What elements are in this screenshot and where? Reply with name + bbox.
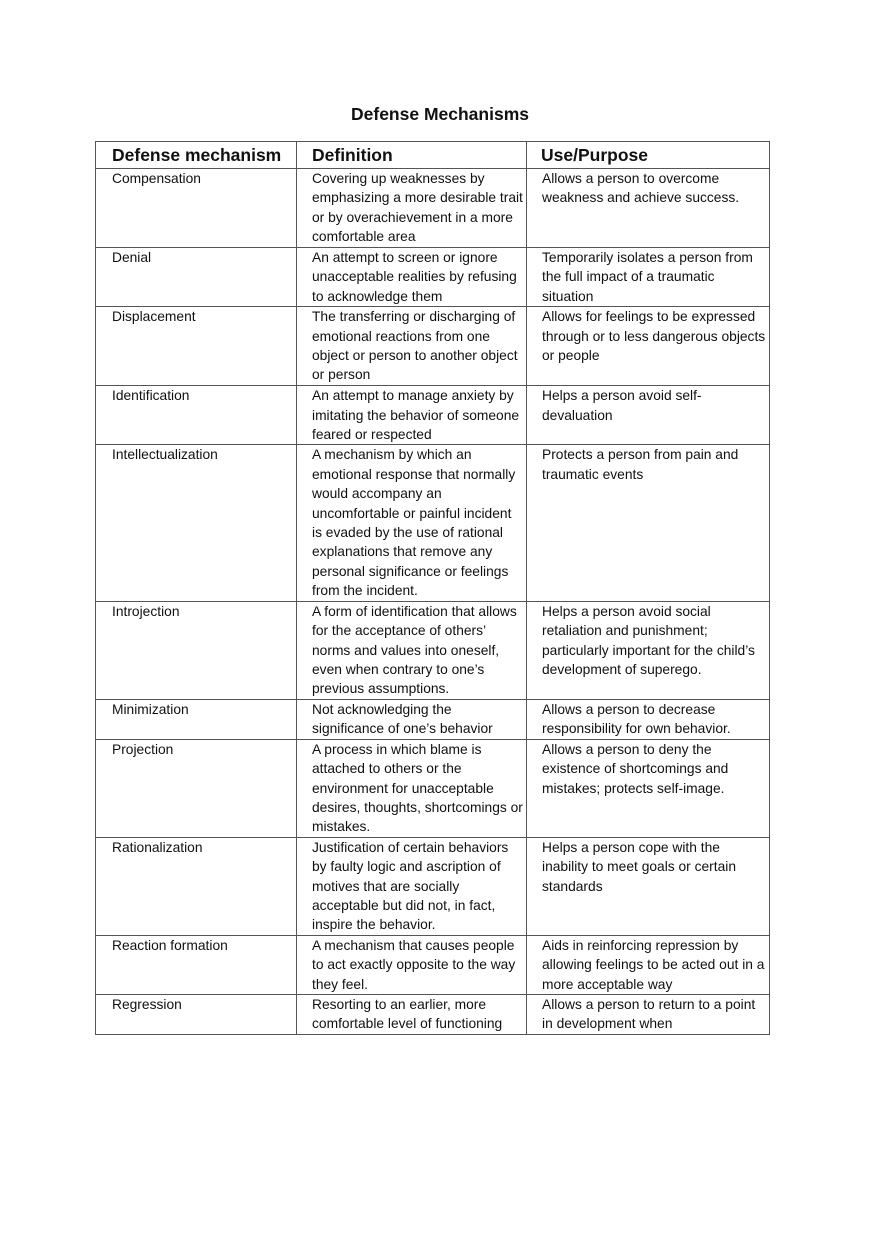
table-row (96, 386, 770, 445)
page-title: Defense Mechanisms (351, 104, 529, 124)
cell-purpose: Allows a person to return to a point in development when (527, 995, 770, 1035)
column-header-definition: Definition (297, 142, 527, 169)
cell-definition: A mechanism by which an emotional response that normally would accompany an uncomfortable or painful incident is evaded by the use of rational explanations that remove any personal significance or feelings from the incident. (297, 445, 527, 601)
cell-mechanism: Introjection (96, 601, 297, 699)
table-row (96, 995, 770, 1035)
table-row (96, 935, 770, 994)
table-row (96, 169, 770, 248)
cell-purpose: Helps a person cope with the inability to meet goals or certain standards (527, 837, 770, 935)
cell-definition: A process in which blame is attached to others or the environment for unacceptable desires, thoughts, shortcomings or mistakes. (297, 739, 527, 837)
cell-definition: An attempt to screen or ignore unacceptable realities by refusing to acknowledge them (297, 248, 527, 307)
cell-mechanism: Identification (96, 386, 297, 445)
cell-definition: The transferring or discharging of emotional reactions from one object or person to another object or person (297, 307, 527, 386)
cell-definition: A form of identification that allows for the acceptance of others’ norms and values into oneself, even when contrary to one’s previous assumptions. (297, 601, 527, 699)
cell-definition: Resorting to an earlier, more comfortable level of functioning (297, 995, 527, 1035)
table-row (96, 307, 770, 386)
cell-mechanism: Projection (96, 739, 297, 837)
table-row (96, 837, 770, 935)
cell-definition: Justification of certain behaviors by faulty logic and ascription of motives that are socially acceptable but did not, in fact, inspire the behavior. (297, 837, 527, 935)
table-header-row (96, 142, 770, 169)
column-header-mechanism: Defense mechanism (96, 142, 297, 169)
cell-definition: Not acknowledging the significance of one’s behavior (297, 699, 527, 739)
cell-mechanism: Denial (96, 248, 297, 307)
table-row (96, 739, 770, 837)
cell-mechanism: Intellectualization (96, 445, 297, 601)
defense-mechanisms-table (95, 141, 770, 1035)
cell-mechanism: Compensation (96, 169, 297, 248)
cell-purpose: Protects a person from pain and traumatic events (527, 445, 770, 601)
cell-definition: A mechanism that causes people to act exactly opposite to the way they feel. (297, 935, 527, 994)
cell-mechanism: Minimization (96, 699, 297, 739)
table-row (96, 601, 770, 699)
cell-definition: Covering up weaknesses by emphasizing a more desirable trait or by overachievement in a more comfortable area (297, 169, 527, 248)
cell-definition: An attempt to manage anxiety by imitating the behavior of someone feared or respected (297, 386, 527, 445)
column-header-purpose: Use/Purpose (527, 142, 770, 169)
cell-mechanism: Reaction formation (96, 935, 297, 994)
cell-purpose: Aids in reinforcing repression by allowing feelings to be acted out in a more acceptable way (527, 935, 770, 994)
cell-purpose: Allows a person to decrease responsibility for own behavior. (527, 699, 770, 739)
cell-purpose: Allows for feelings to be expressed through or to less dangerous objects or people (527, 307, 770, 386)
cell-mechanism: Displacement (96, 307, 297, 386)
cell-purpose: Helps a person avoid self-devaluation (527, 386, 770, 445)
cell-purpose: Helps a person avoid social retaliation and punishment; particularly important for the child’s development of superego. (527, 601, 770, 699)
cell-purpose: Allows a person to overcome weakness and achieve success. (527, 169, 770, 248)
table-row (96, 248, 770, 307)
table-row (96, 445, 770, 601)
cell-purpose: Allows a person to deny the existence of shortcomings and mistakes; protects self-image. (527, 739, 770, 837)
table-row (96, 699, 770, 739)
cell-mechanism: Regression (96, 995, 297, 1035)
cell-mechanism: Rationalization (96, 837, 297, 935)
cell-purpose: Temporarily isolates a person from the full impact of a traumatic situation (527, 248, 770, 307)
